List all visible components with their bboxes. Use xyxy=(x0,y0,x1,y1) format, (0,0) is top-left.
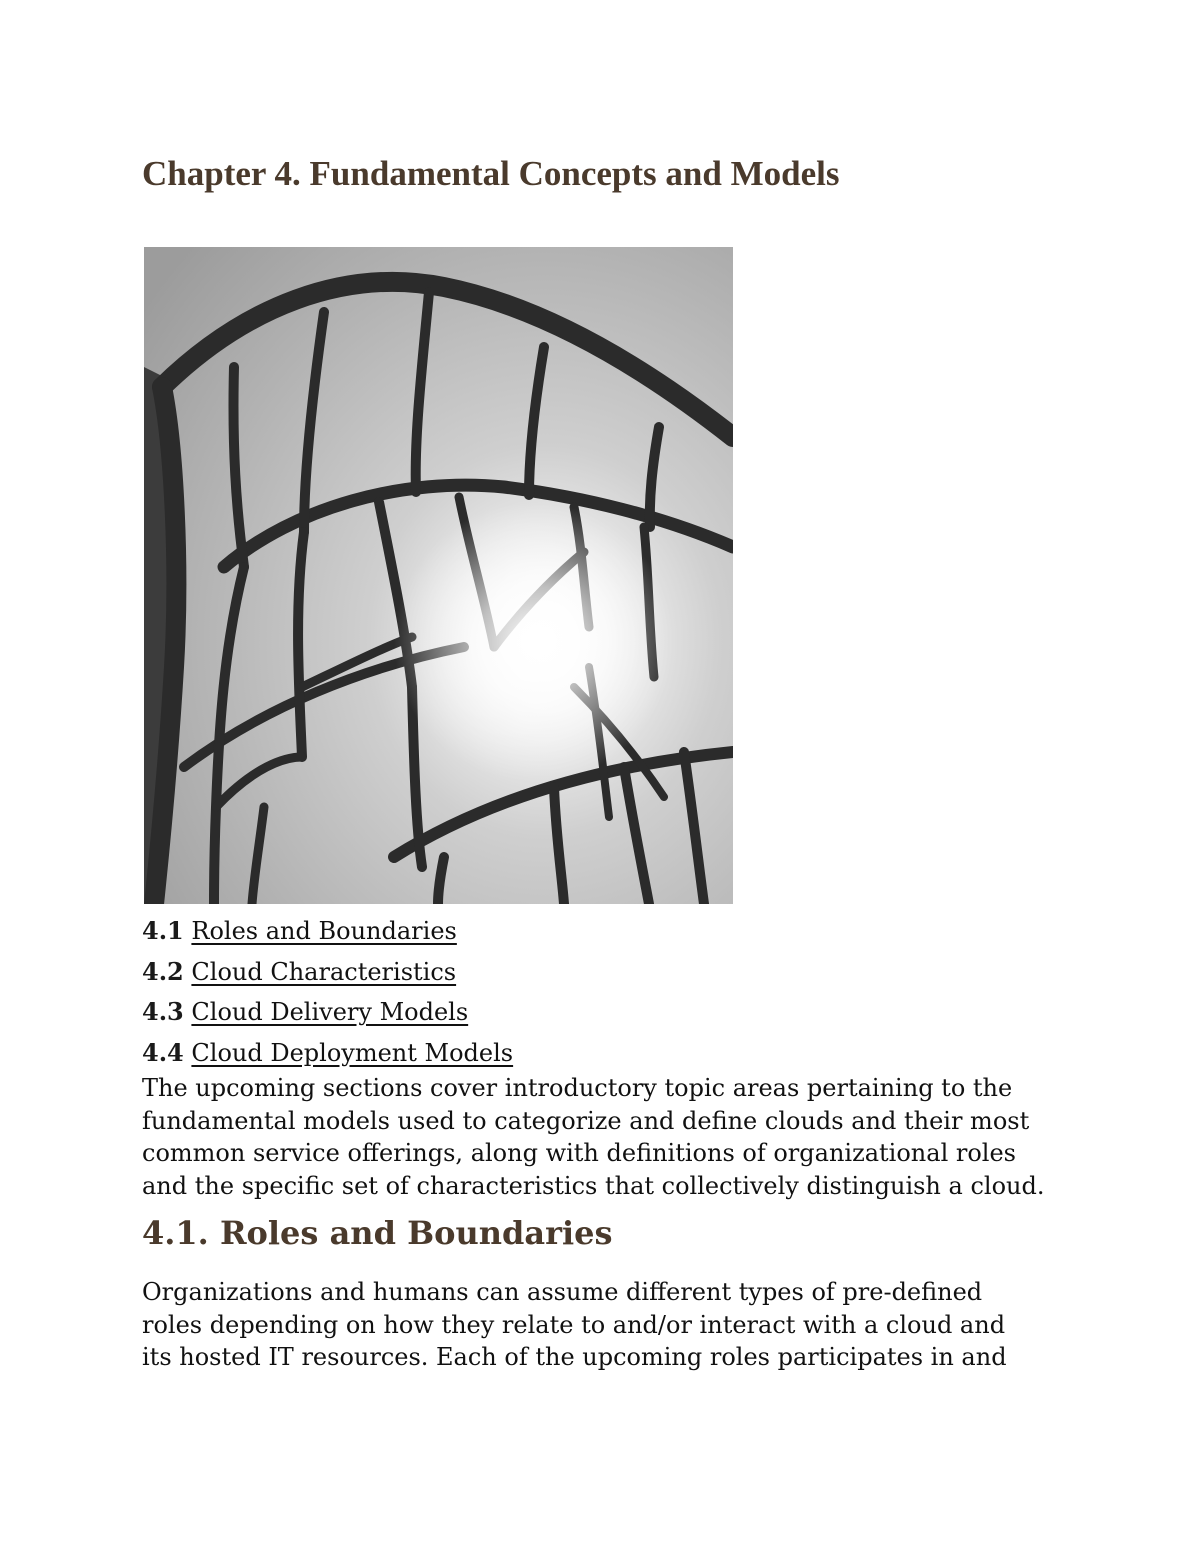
chapter-photo xyxy=(144,247,733,904)
text-line: The upcoming sections cover introductory topic areas pertaining to the xyxy=(142,1074,1013,1102)
sculpture-photo-image xyxy=(144,247,733,904)
toc-item-roles xyxy=(142,911,513,952)
section-paragraph xyxy=(142,1276,1102,1374)
intro-paragraph xyxy=(142,1072,1102,1202)
toc-link-roles-and-boundaries[interactable]: Roles and Boundaries xyxy=(191,917,457,945)
toc-number: 4.4 xyxy=(142,1037,184,1067)
toc-number: 4.1 xyxy=(142,916,184,945)
toc-item-characteristics xyxy=(142,952,513,993)
text-line: roles depending on how they relate to and/or interact with a cloud and xyxy=(142,1310,1006,1339)
toc-number: 4.3 xyxy=(142,997,184,1026)
text-line: Organizations and humans can assume different types of pre-defined xyxy=(142,1278,983,1306)
text-line: fundamental models used to categorize and define clouds and their most xyxy=(142,1106,1030,1135)
text-line: common service offerings, along with definitions of organizational roles xyxy=(142,1139,1016,1168)
chapter-title: Chapter 4. Fundamental Concepts and Models xyxy=(142,154,840,193)
section-title: 4.1. Roles and Boundaries xyxy=(142,1214,613,1252)
toc-link-cloud-characteristics[interactable]: Cloud Characteristics xyxy=(191,957,457,986)
toc-item-delivery xyxy=(142,992,513,1033)
toc-item-deployment xyxy=(142,1033,513,1074)
toc-link-cloud-delivery-models[interactable]: Cloud Delivery Models xyxy=(191,998,469,1026)
text-line: and the specific set of characteristics that collectively distinguish a cloud. xyxy=(142,1171,1045,1200)
toc-number: 4.2 xyxy=(142,956,184,986)
text-line: its hosted IT resources. Each of the upcoming roles participates in and xyxy=(142,1343,1007,1372)
table-of-contents xyxy=(142,911,513,1073)
toc-link-cloud-deployment-models[interactable]: Cloud Deployment Models xyxy=(191,1038,514,1067)
